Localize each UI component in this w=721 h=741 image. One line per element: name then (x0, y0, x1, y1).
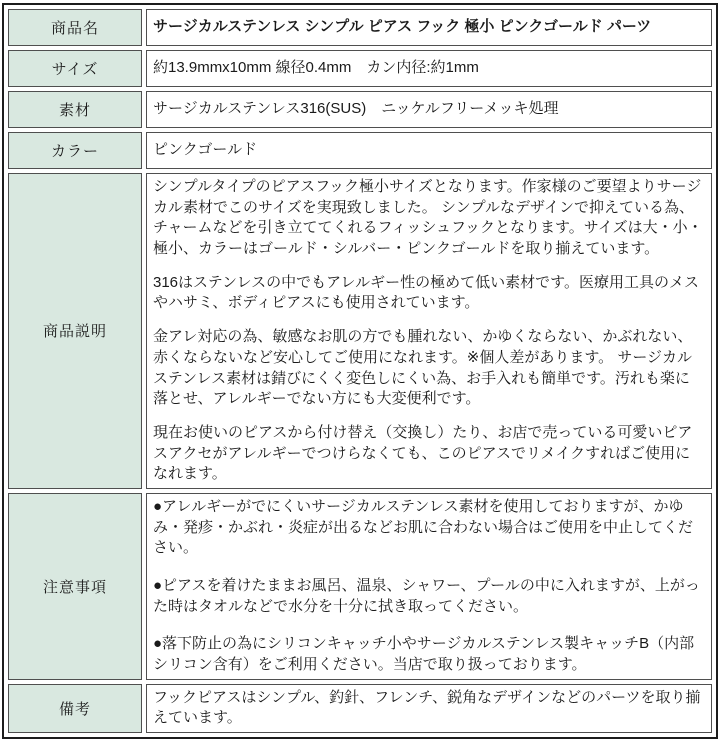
row-label-size: サイズ (8, 50, 142, 87)
description-paragraph: 現在お使いのピアスから付け替え（交換し）たり、お店で売っている可愛いピアスアクセがアレルギーでつけらなくても、このピアスでリメイクすればご使用になれます。 (153, 423, 693, 483)
product-spec-table (2, 3, 718, 739)
table-row-precautions (8, 493, 712, 680)
description-paragraph: シンプルタイプのピアスフック極小サイズとなります。作家様のご要望よりサージカル素材でこのサイズを実現致しました。 シンプルなデザインで抑えている為、チャームなどを引き立ててくれるフィッシュフックとなります。サイズは大・小・極小、カラーはゴールド・シルバー・ピンクゴールドを取り揃えています。 (153, 178, 703, 258)
row-value-material: サージカルステンレス316(SUS) ニッケルフリーメッキ処理 (146, 91, 712, 128)
table-row-material (8, 91, 712, 128)
row-value-precautions (146, 493, 712, 680)
precaution-item: ●アレルギーがでにくいサージカルステンレス素材を使用しておりますが、かゆみ・発疹・かぶれ・炎症が出るなどお肌に合わない場合はご使用を中止してください。 (153, 497, 694, 557)
table-row-remarks (8, 684, 712, 733)
row-label-description: 商品説明 (8, 173, 142, 489)
description-paragraph: 金アレ対応の為、敏感なお肌の方でも腫れない、かゆくならない、かぶれない、赤くならないなど安心してご使用になれます。※個人差があります。 サージカルステンレス素材は錆びにくく変色しにくい為、お手入れも簡単です。汚れも楽に落とせ、アレルギーでない方にも大変便利です。 (153, 328, 693, 408)
table-row-size (8, 50, 712, 87)
table-row-color (8, 132, 712, 169)
precaution-item: ●落下防止の為にシリコンキャッチ小やサージカルステンレス製キャッチB（内部シリコン含有）をご利用ください。当店で取り扱っております。 (153, 635, 695, 674)
row-label-precautions: 注意事項 (8, 493, 142, 680)
table-row-description (8, 173, 712, 489)
row-value-description (146, 173, 712, 489)
description-paragraph: 316はステンレスの中でもアレルギー性の極めて低い素材です。医療用工具のメスやハサミ、ボディピアスにも使用されています。 (153, 273, 699, 312)
row-label-material: 素材 (8, 91, 142, 128)
row-value-remarks: フックピアスはシンプル、釣針、フレンチ、鋭角なデザインなどのパーツを取り揃えています。 (146, 684, 712, 733)
row-label-product-name: 商品名 (8, 9, 142, 46)
row-value-size: 約13.9mmx10mm 線径0.4mm カン内径:約1mm (146, 50, 712, 87)
row-value-color: ピンクゴールド (146, 132, 712, 169)
row-value-product-name: サージカルステンレス シンプル ピアス フック 極小 ピンクゴールド パーツ (146, 9, 712, 46)
row-label-remarks: 備考 (8, 684, 142, 733)
precaution-item: ●ピアスを着けたままお風呂、温泉、シャワー、プールの中に入れますが、上がった時はタオルなどで水分を十分に拭き取ってください。 (153, 577, 700, 615)
row-label-color: カラー (8, 132, 142, 169)
table-row-product-name (8, 9, 712, 46)
